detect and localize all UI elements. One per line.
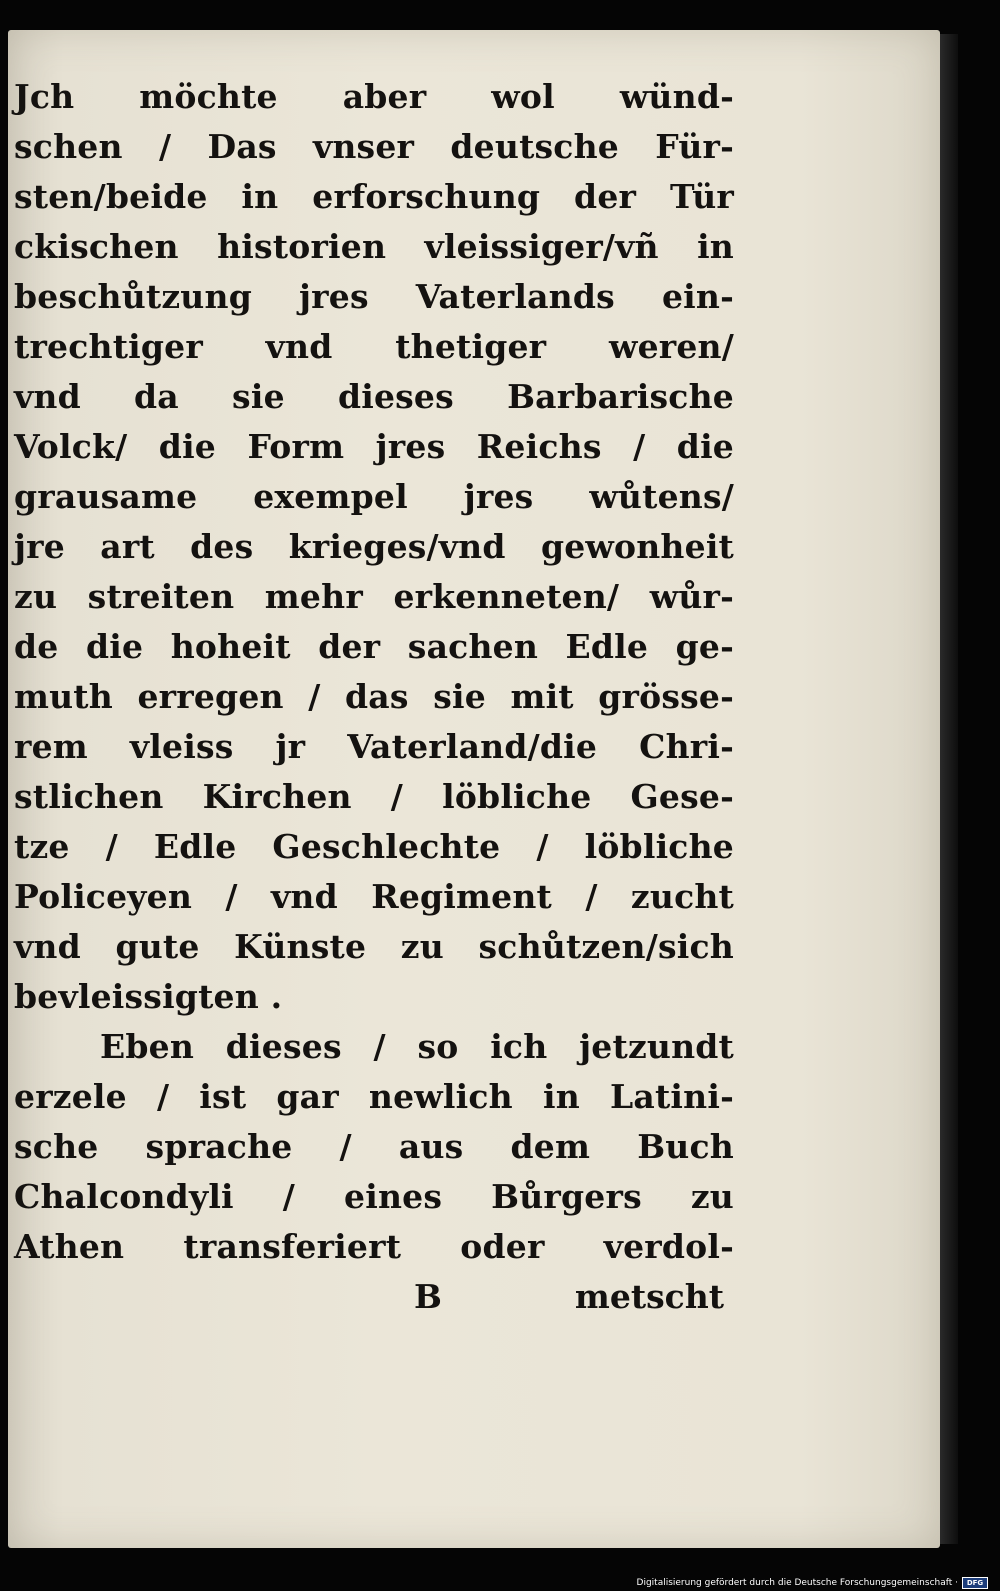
text-line: grausame exempel jres wůtens/ bbox=[14, 477, 734, 516]
text-line: vnd da sie dieses Barbarische bbox=[14, 377, 734, 416]
text-line: trechtiger vnd thetiger weren/ bbox=[14, 327, 734, 366]
text-line: ckischen historien vleissiger/vñ in bbox=[14, 227, 734, 266]
catchword: metscht bbox=[574, 1277, 724, 1316]
digitization-credit bbox=[637, 1577, 988, 1589]
text-line: zu streiten mehr erkenneten/ wůr- bbox=[14, 577, 734, 616]
text-line: beschůtzung jres Vaterlands ein- bbox=[14, 277, 734, 316]
text-line: bevleissigten . bbox=[14, 977, 283, 1016]
text-line: erzele / ist gar newlich in Latini- bbox=[14, 1077, 734, 1116]
signature-mark: B bbox=[414, 1277, 442, 1316]
text-line: rem vleiss jr Vaterland/die Chri- bbox=[14, 727, 734, 766]
text-line: schen / Das vnser deutsche Für- bbox=[14, 127, 734, 166]
text-line: vnd gute Künste zu schůtzen/sich bbox=[14, 927, 734, 966]
text-line: Chalcondyli / eines Bůrgers zu bbox=[14, 1177, 734, 1216]
page-foot bbox=[14, 1272, 734, 1322]
text-line: tze / Edle Geschlechte / löbliche bbox=[14, 827, 734, 866]
text-line: de die hoheit der sachen Edle ge- bbox=[14, 627, 734, 666]
text-line: sche sprache / aus dem Buch bbox=[14, 1127, 734, 1166]
text-line: Eben dieses / so ich jetzundt bbox=[100, 1027, 734, 1066]
text-line: Jch möchte aber wol wünd- bbox=[14, 77, 734, 116]
page-edge bbox=[940, 34, 958, 1544]
text-line: Volck/ die Form jres Reichs / die bbox=[14, 427, 734, 466]
page-text bbox=[14, 72, 734, 1272]
text-line: muth erregen / das sie mit grösse- bbox=[14, 677, 734, 716]
text-line: sten/beide in erforschung der Tür bbox=[14, 177, 734, 216]
text-line: jre art des krieges/vnd gewonheit bbox=[14, 527, 734, 566]
credit-text: Digitalisierung gefördert durch die Deutsche Forschungsgemeinschaft · bbox=[636, 1578, 958, 1588]
dfg-logo: DFG bbox=[962, 1577, 988, 1589]
text-line: Policeyen / vnd Regiment / zucht bbox=[14, 877, 734, 916]
text-line: Athen transferiert oder verdol- bbox=[14, 1227, 734, 1266]
text-line: stlichen Kirchen / löbliche Gese- bbox=[14, 777, 734, 816]
